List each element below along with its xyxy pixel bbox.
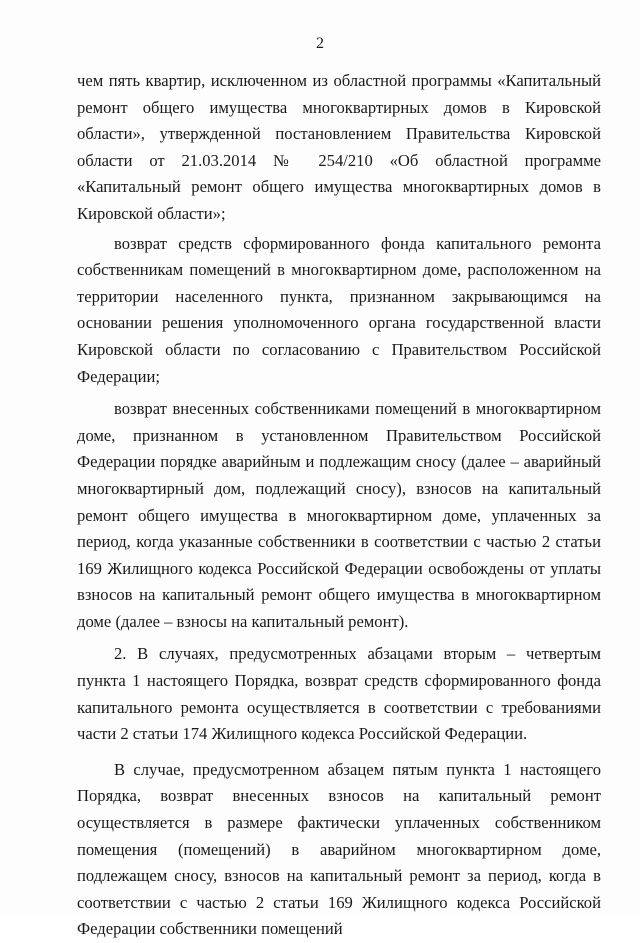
- paragraph-return-amount: В случае, предусмотренном абзацем пятым пункта 1 настоящего Порядка, возврат внесенных взносов на капитальный ремонт осуществляется в размере фактически уплаченных собственником помещения (помещений) в аварийном многоквартирном доме, подлежащем сносу, взносов на капитальный ремонт за период, когда в соответствии с частью 2 статьи 169 Жилищного кодекса Российской Федерации собственники помещений: [77, 759, 601, 939]
- page-number: 2: [316, 35, 324, 52]
- paragraph-closing-settlement: возврат средств сформированного фонда капитального ремонта собственникам помещений в многоквартирном доме, расположенном на территории населенного пункта, признанном закрывающимся на основании решения уполномоченного органа государственной власти Кировской области по согласованию с Правительством Российской Федерации;: [77, 233, 601, 386]
- document-body: [77, 68, 601, 943]
- paragraph-item-2: 2. В случаях, предусмотренных абзацами вторым – четвертым пункта 1 настоящего Порядка, возврат средств сформированного фонда капитального ремонта осуществляется в соответствии с требованиями части 2 статьи 174 Жилищного кодекса Российской Федерации.: [77, 644, 601, 744]
- paragraph-continuation: чем пять квартир, исключенном из областной программы «Капитальный ремонт общего имущества многоквартирных домов в Кировской области», утвержденной постановлением Правительства Кировской области от 21.03.2014 № 254/210 «Об областной программе «Капитальный ремонт общего имущества многоквартирных домов в Кировской области»;: [77, 71, 601, 223]
- paragraph-emergency-house: возврат внесенных собственниками помещений в многоквартирном доме, признанном в установленном Правительством Российской Федерации порядке аварийным и подлежащим сносу (далее – аварийный многоквартирный дом, подлежащий сносу), взносов на капитальный ремонт общего имущества в многоквартирном доме, уплаченных за период, когда указанные собственники в соответствии с частью 2 статьи 169 Жилищного кодекса Российской Федерации освобождены от уплаты взносов на капитальный ремонт общего имущества в многоквартирном доме (далее – взносы на капитальный ремонт).: [77, 399, 601, 631]
